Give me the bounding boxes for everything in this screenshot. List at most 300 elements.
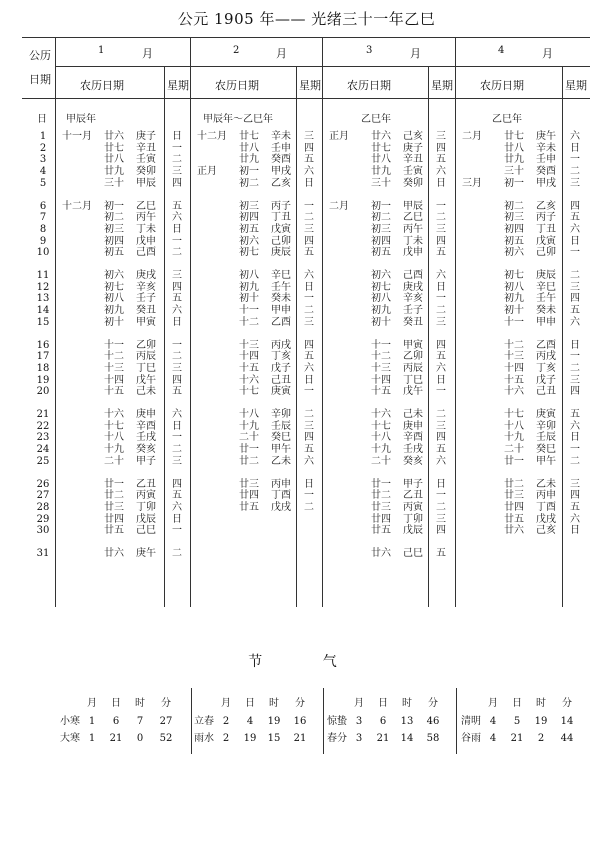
weekday: 五 — [436, 351, 446, 363]
weekday: 六 — [304, 270, 314, 281]
lunar-day: 廿四 — [239, 490, 259, 502]
weekday: 五 — [304, 351, 314, 363]
ganzhi: 辛巳 — [536, 281, 556, 293]
header-month-number: 1 — [98, 45, 105, 56]
lunar-day: 廿二 — [104, 490, 124, 502]
weekday: 一 — [172, 432, 182, 444]
lunar-day: 十六 — [104, 409, 124, 420]
weekday: 一 — [304, 200, 314, 212]
weekday: 一 — [172, 339, 182, 351]
jieqi-name: 小寒 — [60, 716, 80, 727]
weekday: 一 — [570, 154, 580, 166]
jieqi-value: 6 — [112, 716, 120, 727]
day-number: 3 — [39, 154, 47, 166]
lunar-day: 十七 — [104, 420, 124, 432]
ganzhi: 戊戌 — [536, 513, 556, 525]
weekday: 五 — [172, 293, 182, 305]
lunar-day: 初四 — [504, 223, 524, 235]
year-label: 甲辰年 — [66, 114, 96, 125]
weekday: 一 — [436, 386, 446, 398]
weekday: 三 — [436, 131, 446, 142]
lunar-day: 初五 — [504, 235, 524, 247]
weekday: 二 — [570, 362, 580, 374]
lunar-day: 十二 — [504, 339, 524, 351]
header-nongli: 农历日期 — [215, 79, 259, 92]
weekday: 五 — [436, 247, 446, 259]
ganzhi: 壬申 — [536, 154, 556, 166]
ganzhi: 己卯 — [271, 235, 291, 247]
ganzhi: 庚戌 — [403, 281, 423, 293]
weekday: 一 — [304, 490, 314, 502]
lunar-day: 十六 — [371, 409, 391, 420]
weekday: 三 — [172, 270, 182, 281]
lunar-day: 廿三 — [371, 501, 391, 513]
weekday: 二 — [436, 501, 446, 513]
day-number: 30 — [36, 525, 50, 537]
jieqi-value: 46 — [426, 716, 440, 727]
ganzhi: 乙亥 — [271, 177, 291, 189]
lunar-day: 三十 — [371, 177, 391, 189]
weekday: 日 — [304, 374, 314, 386]
weekday: 二 — [172, 548, 182, 559]
weekday: 二 — [436, 409, 446, 420]
day-number: 15 — [36, 316, 50, 328]
ganzhi: 甲戌 — [271, 166, 291, 178]
lunar-day: 十三 — [239, 339, 259, 351]
ganzhi: 癸卯 — [403, 177, 423, 189]
lunar-month-marker: 三月 — [462, 177, 482, 189]
lunar-day: 初九 — [104, 305, 124, 317]
weekday: 三 — [436, 223, 446, 235]
weekday: 日 — [172, 420, 182, 432]
ganzhi: 戊寅 — [536, 235, 556, 247]
jieqi-name: 谷雨 — [461, 733, 481, 744]
day-number: 4 — [39, 166, 47, 178]
weekday: 三 — [304, 316, 314, 328]
weekday: 三 — [570, 281, 580, 293]
weekday: 六 — [172, 409, 182, 420]
header-month-label: 月 — [410, 47, 421, 60]
ganzhi: 辛丑 — [403, 154, 423, 166]
lunar-day: 廿五 — [239, 501, 259, 513]
lunar-day: 二十 — [371, 455, 391, 467]
lunar-day: 初一 — [239, 166, 259, 178]
weekday: 五 — [570, 305, 580, 317]
lunar-day: 廿七 — [371, 142, 391, 154]
header-nongli: 农历日期 — [80, 79, 124, 92]
ganzhi: 庚寅 — [536, 409, 556, 420]
ganzhi: 乙未 — [536, 478, 556, 490]
lunar-day: 初二 — [104, 212, 124, 224]
ganzhi: 辛未 — [536, 142, 556, 154]
page-title: 公元 1905 年—— 光绪三十一年乙巳 — [177, 10, 436, 28]
ganzhi: 壬戌 — [136, 432, 156, 444]
weekday-col-divider — [562, 66, 563, 607]
weekday: 四 — [436, 339, 446, 351]
ganzhi: 丙戌 — [271, 339, 291, 351]
header-gongli: 公历 — [29, 49, 51, 62]
jieqi-col-header: 分 — [161, 698, 171, 709]
weekday: 一 — [304, 293, 314, 305]
ganzhi: 丙戌 — [536, 351, 556, 363]
lunar-day: 廿四 — [104, 513, 124, 525]
header-month-label: 月 — [542, 47, 553, 60]
header-riqi: 日期 — [29, 73, 51, 86]
lunar-day: 十一 — [104, 339, 124, 351]
lunar-day: 廿五 — [504, 513, 524, 525]
lunar-day: 十一 — [239, 305, 259, 317]
ganzhi: 壬午 — [536, 293, 556, 305]
calendar-table — [0, 37, 613, 607]
ganzhi: 庚戌 — [136, 270, 156, 281]
day-number: 12 — [36, 281, 50, 293]
table-header-bottom — [22, 98, 590, 99]
weekday: 四 — [436, 525, 446, 537]
lunar-day: 三十 — [104, 177, 124, 189]
ganzhi: 甲申 — [271, 305, 291, 317]
ganzhi: 己巳 — [136, 525, 156, 537]
lunar-day: 初八 — [239, 270, 259, 281]
lunar-day: 廿八 — [104, 154, 124, 166]
ganzhi: 辛巳 — [271, 270, 291, 281]
ganzhi: 庚申 — [403, 420, 423, 432]
weekday: 四 — [304, 142, 314, 154]
header-month-label: 月 — [142, 47, 153, 60]
ganzhi: 乙丑 — [136, 478, 156, 490]
lunar-day: 十三 — [371, 362, 391, 374]
weekday: 四 — [172, 281, 182, 293]
lunar-day: 十九 — [371, 444, 391, 456]
weekday: 六 — [570, 513, 580, 525]
ganzhi: 乙卯 — [403, 351, 423, 363]
ganzhi: 庚午 — [136, 548, 156, 559]
weekday: 三 — [436, 420, 446, 432]
ganzhi: 丁卯 — [136, 501, 156, 513]
weekday: 二 — [436, 305, 446, 317]
weekday: 日 — [570, 339, 580, 351]
weekday: 二 — [172, 154, 182, 166]
lunar-day: 廿七 — [104, 142, 124, 154]
jieqi-value: 19 — [267, 716, 281, 727]
ganzhi: 丁未 — [136, 223, 156, 235]
lunar-day: 十四 — [104, 374, 124, 386]
lunar-day: 十四 — [239, 351, 259, 363]
weekday: 二 — [570, 270, 580, 281]
day-number: 1 — [39, 131, 47, 142]
lunar-day: 廿九 — [104, 166, 124, 178]
lunar-day: 廿一 — [239, 444, 259, 456]
month-divider — [190, 37, 191, 607]
weekday: 六 — [436, 455, 446, 467]
day-number: 11 — [36, 270, 50, 281]
lunar-day: 初四 — [371, 235, 391, 247]
day-number: 8 — [39, 223, 47, 235]
weekday: 一 — [172, 525, 182, 537]
jieqi-value: 52 — [159, 733, 173, 744]
ganzhi: 丁丑 — [271, 212, 291, 224]
jieqi-value: 3 — [355, 716, 363, 727]
lunar-day: 初八 — [104, 293, 124, 305]
year-label: 乙巳年 — [492, 114, 522, 125]
weekday: 一 — [172, 235, 182, 247]
jieqi-name: 春分 — [327, 733, 347, 744]
ganzhi: 己丑 — [536, 386, 556, 398]
lunar-day: 初七 — [104, 281, 124, 293]
ganzhi: 己丑 — [271, 374, 291, 386]
ganzhi: 甲申 — [536, 316, 556, 328]
jieqi-col-header: 分 — [562, 698, 572, 709]
weekday: 日 — [172, 316, 182, 328]
ganzhi: 己卯 — [536, 247, 556, 259]
weekday: 二 — [570, 455, 580, 467]
weekday: 一 — [570, 444, 580, 456]
lunar-day: 十二 — [104, 351, 124, 363]
ganzhi: 乙酉 — [536, 339, 556, 351]
lunar-day: 十七 — [504, 409, 524, 420]
ganzhi: 乙卯 — [136, 339, 156, 351]
weekday: 一 — [436, 200, 446, 212]
jieqi-name: 惊蛰 — [327, 716, 347, 727]
weekday: 四 — [172, 374, 182, 386]
day-number: 9 — [39, 235, 47, 247]
weekday: 五 — [570, 501, 580, 513]
lunar-day: 廿一 — [371, 478, 391, 490]
ganzhi: 庚子 — [136, 131, 156, 142]
weekday: 六 — [172, 305, 182, 317]
ganzhi: 己酉 — [136, 247, 156, 259]
jieqi-value: 0 — [136, 733, 144, 744]
ganzhi: 壬寅 — [403, 166, 423, 178]
jieqi-name: 清明 — [461, 716, 481, 727]
year-label: 甲辰年～乙巳年 — [203, 114, 273, 125]
jieqi-col-header: 日 — [512, 698, 522, 709]
lunar-day: 廿九 — [371, 166, 391, 178]
ganzhi: 丁亥 — [536, 362, 556, 374]
lunar-day: 廿二 — [239, 455, 259, 467]
day-number: 21 — [36, 409, 50, 420]
ganzhi: 癸丑 — [403, 316, 423, 328]
ganzhi: 乙亥 — [536, 200, 556, 212]
jieqi-col-header: 时 — [402, 698, 412, 709]
ganzhi: 丙寅 — [403, 501, 423, 513]
weekday: 一 — [570, 247, 580, 259]
weekday: 二 — [436, 212, 446, 224]
jieqi-col-header: 日 — [378, 698, 388, 709]
jieqi-col-header: 时 — [536, 698, 546, 709]
weekday: 五 — [172, 200, 182, 212]
jieqi-value: 1 — [88, 733, 96, 744]
jieqi-name: 大寒 — [60, 733, 80, 744]
lunar-day: 初十 — [239, 293, 259, 305]
ganzhi: 庚子 — [403, 142, 423, 154]
ganzhi: 庚申 — [136, 409, 156, 420]
header-xingqi: 星期 — [565, 79, 587, 92]
weekday: 六 — [172, 212, 182, 224]
lunar-day: 初二 — [239, 177, 259, 189]
ganzhi: 丁丑 — [536, 223, 556, 235]
ganzhi: 乙未 — [271, 455, 291, 467]
jieqi-value: 2 — [222, 716, 230, 727]
ganzhi: 丁巳 — [136, 362, 156, 374]
weekday: 四 — [570, 386, 580, 398]
weekday: 日 — [570, 235, 580, 247]
ganzhi: 丙辰 — [136, 351, 156, 363]
header-xingqi: 星期 — [299, 79, 321, 92]
ganzhi: 癸巳 — [271, 432, 291, 444]
ganzhi: 戊寅 — [271, 223, 291, 235]
ganzhi: 壬申 — [271, 142, 291, 154]
ganzhi: 庚午 — [536, 131, 556, 142]
header-xingqi: 星期 — [431, 79, 453, 92]
weekday: 五 — [172, 386, 182, 398]
jieqi-value: 19 — [534, 716, 548, 727]
ganzhi: 丁酉 — [271, 490, 291, 502]
weekday: 三 — [304, 420, 314, 432]
ganzhi: 壬辰 — [536, 432, 556, 444]
lunar-day: 三十 — [504, 166, 524, 178]
day-number: 6 — [39, 200, 47, 212]
ganzhi: 壬辰 — [271, 420, 291, 432]
lunar-day: 廿二 — [504, 478, 524, 490]
lunar-day: 廿七 — [239, 131, 259, 142]
ganzhi: 癸巳 — [536, 444, 556, 456]
ganzhi: 癸亥 — [403, 455, 423, 467]
weekday: 六 — [304, 166, 314, 178]
ganzhi: 甲辰 — [136, 177, 156, 189]
ganzhi: 丙午 — [403, 223, 423, 235]
weekday: 日 — [172, 513, 182, 525]
weekday: 六 — [436, 362, 446, 374]
weekday: 三 — [172, 362, 182, 374]
lunar-month-marker: 正月 — [329, 131, 349, 142]
ganzhi: 甲午 — [536, 455, 556, 467]
weekday: 四 — [304, 235, 314, 247]
header-month-number: 4 — [498, 45, 505, 56]
weekday: 六 — [570, 131, 580, 142]
jieqi-divider — [191, 688, 192, 754]
jieqi-value: 13 — [400, 716, 414, 727]
ganzhi: 甲午 — [271, 444, 291, 456]
ganzhi: 丙子 — [271, 200, 291, 212]
day-number: 14 — [36, 305, 50, 317]
weekday: 四 — [570, 490, 580, 502]
lunar-day: 十七 — [239, 386, 259, 398]
weekday: 日 — [570, 142, 580, 154]
weekday: 四 — [436, 432, 446, 444]
jieqi-value: 4 — [246, 716, 254, 727]
day-number: 7 — [39, 212, 47, 224]
weekday: 四 — [570, 200, 580, 212]
ganzhi: 丙辰 — [403, 362, 423, 374]
lunar-day: 二十 — [504, 444, 524, 456]
ganzhi: 辛未 — [271, 131, 291, 142]
weekday: 二 — [172, 247, 182, 259]
weekday: 五 — [172, 490, 182, 502]
lunar-day: 廿三 — [504, 490, 524, 502]
header-nongli: 农历日期 — [347, 79, 391, 92]
lunar-day: 十五 — [504, 374, 524, 386]
ganzhi: 丙申 — [536, 490, 556, 502]
lunar-day: 十二 — [371, 351, 391, 363]
lunar-day: 二十 — [239, 432, 259, 444]
lunar-day: 十四 — [371, 374, 391, 386]
ganzhi: 丁未 — [403, 235, 423, 247]
lunar-day: 廿三 — [239, 478, 259, 490]
weekday: 一 — [172, 142, 182, 154]
ganzhi: 壬子 — [136, 293, 156, 305]
jieqi-value: 19 — [243, 733, 257, 744]
ganzhi: 戊子 — [271, 362, 291, 374]
weekday: 日 — [304, 281, 314, 293]
jieqi-value: 2 — [222, 733, 230, 744]
lunar-day: 十六 — [239, 374, 259, 386]
lunar-day: 十九 — [104, 444, 124, 456]
weekday: 三 — [436, 513, 446, 525]
lunar-day: 初七 — [504, 270, 524, 281]
weekday: 六 — [304, 362, 314, 374]
weekday: 二 — [304, 409, 314, 420]
lunar-day: 廿一 — [104, 478, 124, 490]
weekday: 一 — [436, 490, 446, 502]
ganzhi: 乙丑 — [403, 490, 423, 502]
ganzhi: 癸未 — [536, 305, 556, 317]
ganzhi: 壬子 — [403, 305, 423, 317]
lunar-day: 初四 — [104, 235, 124, 247]
weekday: 四 — [304, 339, 314, 351]
ganzhi: 癸卯 — [136, 166, 156, 178]
day-number: 31 — [36, 548, 50, 559]
jieqi-col-header: 日 — [245, 698, 255, 709]
ganzhi: 己亥 — [403, 131, 423, 142]
lunar-day: 廿二 — [371, 490, 391, 502]
day-number: 18 — [36, 362, 50, 374]
jieqi-value: 5 — [513, 716, 521, 727]
lunar-day: 廿八 — [371, 154, 391, 166]
ganzhi: 甲子 — [136, 455, 156, 467]
ganzhi: 癸酉 — [271, 154, 291, 166]
lunar-day: 初六 — [371, 270, 391, 281]
lunar-day: 初二 — [504, 200, 524, 212]
lunar-day: 十一 — [504, 316, 524, 328]
weekday: 六 — [436, 270, 446, 281]
ganzhi: 己未 — [136, 386, 156, 398]
ganzhi: 甲辰 — [403, 200, 423, 212]
day-number: 2 — [39, 142, 47, 154]
lunar-day: 十八 — [104, 432, 124, 444]
lunar-day: 十二 — [239, 316, 259, 328]
weekday: 六 — [172, 501, 182, 513]
jieqi-value: 21 — [376, 733, 390, 744]
ganzhi: 乙酉 — [271, 316, 291, 328]
day-number: 26 — [36, 478, 50, 490]
lunar-day: 初一 — [504, 177, 524, 189]
lunar-day: 廿一 — [504, 455, 524, 467]
ganzhi: 乙巳 — [403, 212, 423, 224]
ganzhi: 甲寅 — [403, 339, 423, 351]
jieqi-value: 58 — [426, 733, 440, 744]
jieqi-col-header: 月 — [354, 698, 364, 709]
lunar-day: 初三 — [104, 223, 124, 235]
day-number: 23 — [36, 432, 50, 444]
weekday: 五 — [570, 409, 580, 420]
lunar-day: 廿五 — [371, 525, 391, 537]
day-number: 16 — [36, 339, 50, 351]
ganzhi: 戊辰 — [403, 525, 423, 537]
jieqi-title: 节 气 — [248, 654, 365, 670]
jieqi-value: 1 — [88, 716, 96, 727]
weekday: 五 — [304, 247, 314, 259]
jieqi-value: 3 — [355, 733, 363, 744]
